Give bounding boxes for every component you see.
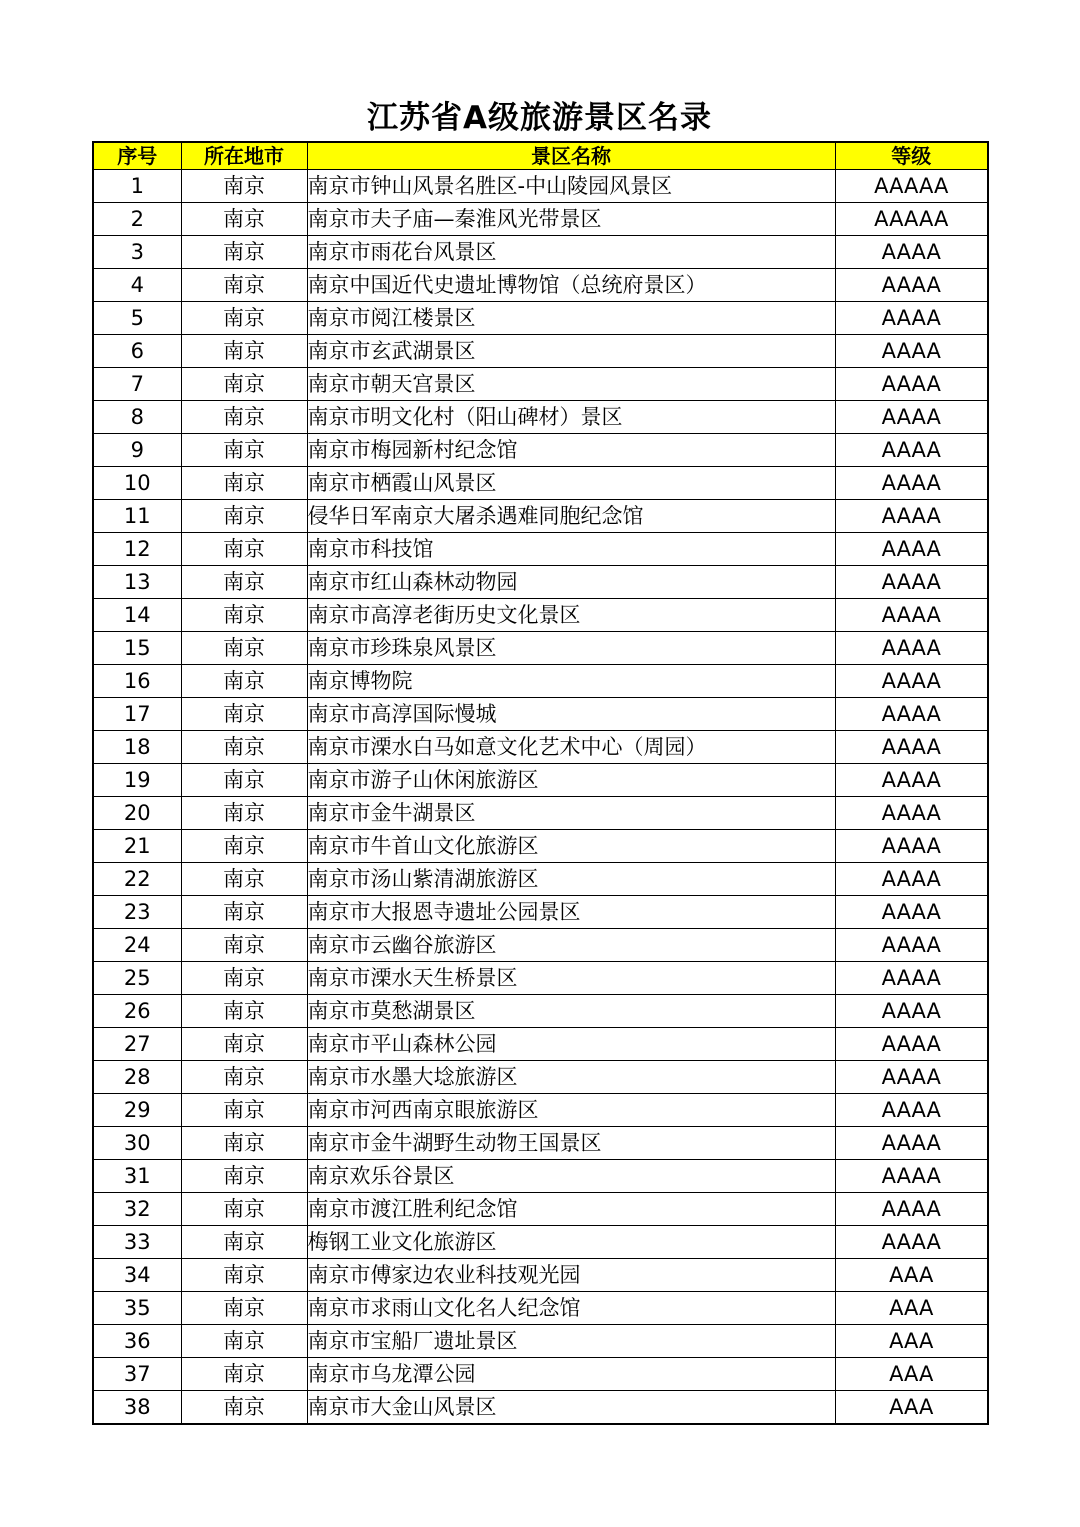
- cell-serial-number: 25: [93, 962, 181, 995]
- cell-serial-number: 9: [93, 434, 181, 467]
- cell-city: 南京: [181, 1325, 307, 1358]
- cell-grade: AAAA: [835, 632, 988, 665]
- cell-city: 南京: [181, 797, 307, 830]
- cell-serial-number: 7: [93, 368, 181, 401]
- cell-serial-number: 8: [93, 401, 181, 434]
- cell-serial-number: 36: [93, 1325, 181, 1358]
- cell-scenic-name: 南京市科技馆: [307, 533, 835, 566]
- cell-grade: AAAA: [835, 467, 988, 500]
- cell-serial-number: 28: [93, 1061, 181, 1094]
- cell-scenic-name: 南京中国近代史遗址博物馆（总统府景区）: [307, 269, 835, 302]
- cell-scenic-name: 南京市莫愁湖景区: [307, 995, 835, 1028]
- cell-serial-number: 19: [93, 764, 181, 797]
- cell-grade: AAAA: [835, 863, 988, 896]
- table-row: [93, 830, 988, 863]
- table-row: [93, 533, 988, 566]
- table-row: [93, 1028, 988, 1061]
- table-row: [93, 1160, 988, 1193]
- cell-grade: AAAA: [835, 1127, 988, 1160]
- cell-scenic-name: 南京市梅园新村纪念馆: [307, 434, 835, 467]
- table-row: [93, 269, 988, 302]
- cell-scenic-name: 南京博物院: [307, 665, 835, 698]
- header-grade: 等级: [835, 142, 988, 170]
- cell-serial-number: 3: [93, 236, 181, 269]
- cell-grade: AAAA: [835, 368, 988, 401]
- cell-city: 南京: [181, 1094, 307, 1127]
- cell-grade: AAAA: [835, 1061, 988, 1094]
- cell-city: 南京: [181, 830, 307, 863]
- cell-city: 南京: [181, 764, 307, 797]
- cell-scenic-name: 南京市游子山休闲旅游区: [307, 764, 835, 797]
- cell-scenic-name: 南京市栖霞山风景区: [307, 467, 835, 500]
- cell-serial-number: 33: [93, 1226, 181, 1259]
- cell-city: 南京: [181, 566, 307, 599]
- header-scenic-name: 景区名称: [307, 142, 835, 170]
- table-row: [93, 1358, 988, 1391]
- cell-scenic-name: 南京市傅家边农业科技观光园: [307, 1259, 835, 1292]
- table-row: [93, 764, 988, 797]
- cell-serial-number: 21: [93, 830, 181, 863]
- table-row: [93, 665, 988, 698]
- cell-grade: AAAA: [835, 302, 988, 335]
- cell-scenic-name: 南京市金牛湖野生动物王国景区: [307, 1127, 835, 1160]
- table-row: [93, 863, 988, 896]
- cell-grade: AAA: [835, 1259, 988, 1292]
- cell-grade: AAA: [835, 1325, 988, 1358]
- table-row: [93, 1127, 988, 1160]
- cell-serial-number: 24: [93, 929, 181, 962]
- cell-city: 南京: [181, 731, 307, 764]
- cell-scenic-name: 南京市牛首山文化旅游区: [307, 830, 835, 863]
- cell-grade: AAAA: [835, 830, 988, 863]
- cell-grade: AAAA: [835, 1226, 988, 1259]
- table-row: [93, 566, 988, 599]
- cell-scenic-name: 南京市溧水白马如意文化艺术中心（周园）: [307, 731, 835, 764]
- table-header-row: [93, 142, 988, 170]
- cell-serial-number: 27: [93, 1028, 181, 1061]
- table-row: [93, 731, 988, 764]
- table-row: [93, 467, 988, 500]
- cell-serial-number: 23: [93, 896, 181, 929]
- cell-serial-number: 17: [93, 698, 181, 731]
- cell-city: 南京: [181, 1160, 307, 1193]
- cell-city: 南京: [181, 1259, 307, 1292]
- cell-serial-number: 14: [93, 599, 181, 632]
- cell-serial-number: 29: [93, 1094, 181, 1127]
- table-row: [93, 401, 988, 434]
- cell-scenic-name: 南京市阅江楼景区: [307, 302, 835, 335]
- table-row: [93, 236, 988, 269]
- cell-scenic-name: 南京市水墨大埝旅游区: [307, 1061, 835, 1094]
- cell-serial-number: 4: [93, 269, 181, 302]
- cell-grade: AAAA: [835, 797, 988, 830]
- cell-serial-number: 5: [93, 302, 181, 335]
- cell-city: 南京: [181, 1193, 307, 1226]
- cell-scenic-name: 南京市雨花台风景区: [307, 236, 835, 269]
- cell-city: 南京: [181, 434, 307, 467]
- cell-city: 南京: [181, 1028, 307, 1061]
- cell-grade: AAAA: [835, 566, 988, 599]
- cell-city: 南京: [181, 1358, 307, 1391]
- cell-scenic-name: 南京市金牛湖景区: [307, 797, 835, 830]
- cell-grade: AAAAA: [835, 170, 988, 203]
- cell-scenic-name: 梅钢工业文化旅游区: [307, 1226, 835, 1259]
- cell-serial-number: 30: [93, 1127, 181, 1160]
- cell-serial-number: 15: [93, 632, 181, 665]
- cell-grade: AAA: [835, 1358, 988, 1391]
- cell-scenic-name: 南京市渡江胜利纪念馆: [307, 1193, 835, 1226]
- cell-serial-number: 13: [93, 566, 181, 599]
- cell-scenic-name: 南京市玄武湖景区: [307, 335, 835, 368]
- cell-scenic-name: 南京市平山森林公园: [307, 1028, 835, 1061]
- table-body: [93, 170, 988, 1425]
- cell-grade: AAAA: [835, 1160, 988, 1193]
- cell-grade: AAAA: [835, 236, 988, 269]
- cell-grade: AAAA: [835, 269, 988, 302]
- cell-scenic-name: 侵华日军南京大屠杀遇难同胞纪念馆: [307, 500, 835, 533]
- page-title: 江苏省A级旅游景区名录: [367, 100, 712, 136]
- cell-serial-number: 6: [93, 335, 181, 368]
- cell-serial-number: 32: [93, 1193, 181, 1226]
- cell-scenic-name: 南京市珍珠泉风景区: [307, 632, 835, 665]
- table-row: [93, 1193, 988, 1226]
- cell-city: 南京: [181, 599, 307, 632]
- cell-serial-number: 34: [93, 1259, 181, 1292]
- cell-city: 南京: [181, 1226, 307, 1259]
- cell-city: 南京: [181, 698, 307, 731]
- header-city: 所在地市: [181, 142, 307, 170]
- cell-scenic-name: 南京市钟山风景名胜区-中山陵园风景区: [307, 170, 835, 203]
- cell-serial-number: 20: [93, 797, 181, 830]
- cell-scenic-name: 南京市宝船厂遗址景区: [307, 1325, 835, 1358]
- table-row: [93, 599, 988, 632]
- table-row: [93, 434, 988, 467]
- table-row: [93, 896, 988, 929]
- cell-city: 南京: [181, 896, 307, 929]
- cell-serial-number: 16: [93, 665, 181, 698]
- cell-serial-number: 11: [93, 500, 181, 533]
- cell-serial-number: 12: [93, 533, 181, 566]
- cell-serial-number: 1: [93, 170, 181, 203]
- cell-scenic-name: 南京市高淳老街历史文化景区: [307, 599, 835, 632]
- scenic-area-table: [92, 141, 989, 1425]
- cell-city: 南京: [181, 335, 307, 368]
- table-row: [93, 1259, 988, 1292]
- cell-city: 南京: [181, 533, 307, 566]
- cell-scenic-name: 南京市求雨山文化名人纪念馆: [307, 1292, 835, 1325]
- cell-city: 南京: [181, 665, 307, 698]
- cell-grade: AAAA: [835, 731, 988, 764]
- cell-city: 南京: [181, 203, 307, 236]
- cell-serial-number: 35: [93, 1292, 181, 1325]
- cell-scenic-name: 南京市溧水天生桥景区: [307, 962, 835, 995]
- table-row: [93, 302, 988, 335]
- cell-city: 南京: [181, 1061, 307, 1094]
- table-row: [93, 962, 988, 995]
- cell-serial-number: 10: [93, 467, 181, 500]
- cell-city: 南京: [181, 368, 307, 401]
- table-row: [93, 632, 988, 665]
- cell-city: 南京: [181, 500, 307, 533]
- cell-serial-number: 22: [93, 863, 181, 896]
- table-row: [93, 1094, 988, 1127]
- table-row: [93, 929, 988, 962]
- table-row: [93, 170, 988, 203]
- cell-city: 南京: [181, 269, 307, 302]
- cell-serial-number: 2: [93, 203, 181, 236]
- cell-grade: AAAA: [835, 698, 988, 731]
- cell-serial-number: 18: [93, 731, 181, 764]
- cell-grade: AAAA: [835, 995, 988, 1028]
- cell-scenic-name: 南京市汤山紫清湖旅游区: [307, 863, 835, 896]
- cell-grade: AAA: [835, 1391, 988, 1425]
- cell-scenic-name: 南京欢乐谷景区: [307, 1160, 835, 1193]
- cell-grade: AAA: [835, 1292, 988, 1325]
- cell-scenic-name: 南京市乌龙潭公园: [307, 1358, 835, 1391]
- cell-scenic-name: 南京市大报恩寺遗址公园景区: [307, 896, 835, 929]
- table-row: [93, 1391, 988, 1425]
- header-serial-number: 序号: [93, 142, 181, 170]
- table-row: [93, 995, 988, 1028]
- cell-grade: AAAAA: [835, 203, 988, 236]
- table-row: [93, 698, 988, 731]
- cell-scenic-name: 南京市夫子庙—秦淮风光带景区: [307, 203, 835, 236]
- table-row: [93, 203, 988, 236]
- table-row: [93, 1061, 988, 1094]
- cell-grade: AAAA: [835, 764, 988, 797]
- cell-city: 南京: [181, 632, 307, 665]
- cell-scenic-name: 南京市大金山风景区: [307, 1391, 835, 1425]
- cell-grade: AAAA: [835, 1028, 988, 1061]
- cell-city: 南京: [181, 929, 307, 962]
- cell-city: 南京: [181, 995, 307, 1028]
- cell-grade: AAAA: [835, 599, 988, 632]
- cell-grade: AAAA: [835, 434, 988, 467]
- cell-grade: AAAA: [835, 533, 988, 566]
- cell-city: 南京: [181, 1292, 307, 1325]
- cell-city: 南京: [181, 863, 307, 896]
- table-row: [93, 335, 988, 368]
- table-row: [93, 1325, 988, 1358]
- cell-city: 南京: [181, 962, 307, 995]
- cell-scenic-name: 南京市高淳国际慢城: [307, 698, 835, 731]
- table-row: [93, 368, 988, 401]
- table-row: [93, 500, 988, 533]
- cell-scenic-name: 南京市红山森林动物园: [307, 566, 835, 599]
- cell-grade: AAAA: [835, 1094, 988, 1127]
- cell-scenic-name: 南京市朝天宫景区: [307, 368, 835, 401]
- cell-grade: AAAA: [835, 1193, 988, 1226]
- table-row: [93, 797, 988, 830]
- cell-grade: AAAA: [835, 500, 988, 533]
- cell-serial-number: 31: [93, 1160, 181, 1193]
- table-row: [93, 1292, 988, 1325]
- cell-scenic-name: 南京市云幽谷旅游区: [307, 929, 835, 962]
- cell-grade: AAAA: [835, 962, 988, 995]
- cell-grade: AAAA: [835, 896, 988, 929]
- cell-scenic-name: 南京市河西南京眼旅游区: [307, 1094, 835, 1127]
- cell-serial-number: 26: [93, 995, 181, 1028]
- cell-serial-number: 37: [93, 1358, 181, 1391]
- cell-city: 南京: [181, 1391, 307, 1425]
- cell-grade: AAAA: [835, 401, 988, 434]
- cell-scenic-name: 南京市明文化村（阳山碑材）景区: [307, 401, 835, 434]
- cell-city: 南京: [181, 401, 307, 434]
- cell-serial-number: 38: [93, 1391, 181, 1425]
- cell-city: 南京: [181, 170, 307, 203]
- cell-city: 南京: [181, 1127, 307, 1160]
- cell-city: 南京: [181, 236, 307, 269]
- cell-city: 南京: [181, 302, 307, 335]
- cell-city: 南京: [181, 467, 307, 500]
- cell-grade: AAAA: [835, 665, 988, 698]
- cell-grade: AAAA: [835, 929, 988, 962]
- table-row: [93, 1226, 988, 1259]
- cell-grade: AAAA: [835, 335, 988, 368]
